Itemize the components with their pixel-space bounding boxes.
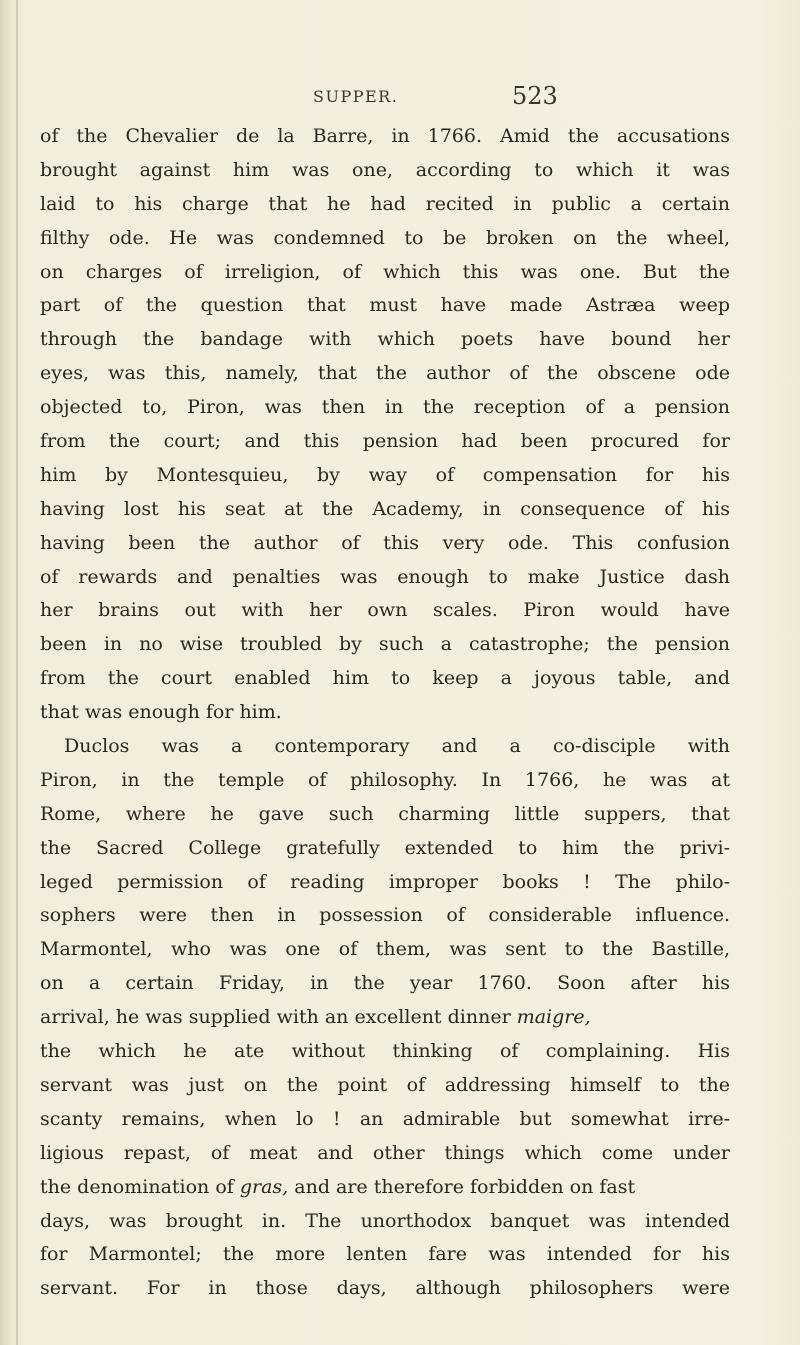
text-line: through the bandage with which poets have bound her (40, 328, 730, 351)
text-line: on charges of irreligion, of which this was one. But the (40, 260, 730, 283)
text-fragment: the denomination of (40, 1175, 240, 1198)
text-line: eyes, was this, namely, that the author of the obscene ode (40, 362, 730, 385)
body-text (40, 120, 730, 1306)
text-line: ligious repast, of meat and other things which come under (40, 1141, 730, 1164)
text-line: on a certain Friday, in the year 1760. Soon after his (40, 972, 730, 995)
text-fragment: and are therefore forbidden on fast (288, 1175, 636, 1198)
text-line (40, 1001, 730, 1035)
italic-word: gras, (239, 1175, 289, 1198)
text-fragment: arrival, he was supplied with an excellent dinner (40, 1006, 517, 1029)
page-edge-shadow (16, 0, 18, 1345)
text-line: leged permission of reading improper books ! The philo- (40, 870, 730, 893)
text-line: sophers were then in possession of considerable influence. (40, 904, 730, 927)
text-line: having been the author of this very ode. This confusion (40, 531, 730, 554)
text-line: Marmontel, who was one of them, was sent to the Bastille, (40, 938, 730, 961)
text-line: scanty remains, when lo ! an admirable but somewhat irre- (40, 1107, 730, 1130)
text-line: that was enough for him. (40, 701, 282, 724)
text-line: the Sacred College gratefully extended to him the privi- (40, 836, 730, 859)
text-line: servant. For in those days, although philosophers were (40, 1277, 730, 1300)
text-line: servant was just on the point of addressing himself to the (40, 1073, 730, 1096)
text-line: for Marmontel; the more lenten fare was intended for his (40, 1243, 730, 1266)
text-line: days, was brought in. The unorthodox banquet was intended (40, 1209, 730, 1232)
text-line: been in no wise troubled by such a catastrophe; the pension (40, 633, 730, 656)
text-line (40, 1171, 730, 1205)
text-line: of the Chevalier de la Barre, in 1766. Amid the accusations (40, 125, 730, 147)
text-line: her brains out with her own scales. Piron would have (40, 599, 730, 622)
text-line: laid to his charge that he had recited in public a certain (40, 192, 730, 215)
text-line: of rewards and penalties was enough to make Justice dash (40, 565, 730, 588)
text-line: objected to, Piron, was then in the reception of a pension (40, 396, 730, 419)
text-line: part of the question that must have made Astræa weep (40, 294, 730, 317)
text-line: brought against him was one, according to which it was (40, 158, 730, 181)
text-line: Piron, in the temple of philosophy. In 1766, he was at (40, 768, 730, 791)
page-number: 523 (512, 82, 558, 110)
running-head: SUPPER. (313, 87, 399, 106)
text-line: him by Montesquieu, by way of compensation for his (40, 463, 730, 486)
text-line: filthy ode. He was condemned to be broken on the wheel, (40, 226, 730, 249)
text-line: having lost his seat at the Academy, in consequence of his (40, 497, 730, 520)
text-line: from the court enabled him to keep a joyous table, and (40, 667, 730, 690)
text-line: Duclos was a contemporary and a co-disciple with (64, 735, 730, 758)
italic-word: maigre, (516, 1006, 591, 1029)
text-line: from the court; and this pension had been procured for (40, 430, 730, 453)
text-line: Rome, where he gave such charming little suppers, that (40, 802, 730, 825)
text-line: the which he ate without thinking of complaining. His (40, 1040, 730, 1063)
